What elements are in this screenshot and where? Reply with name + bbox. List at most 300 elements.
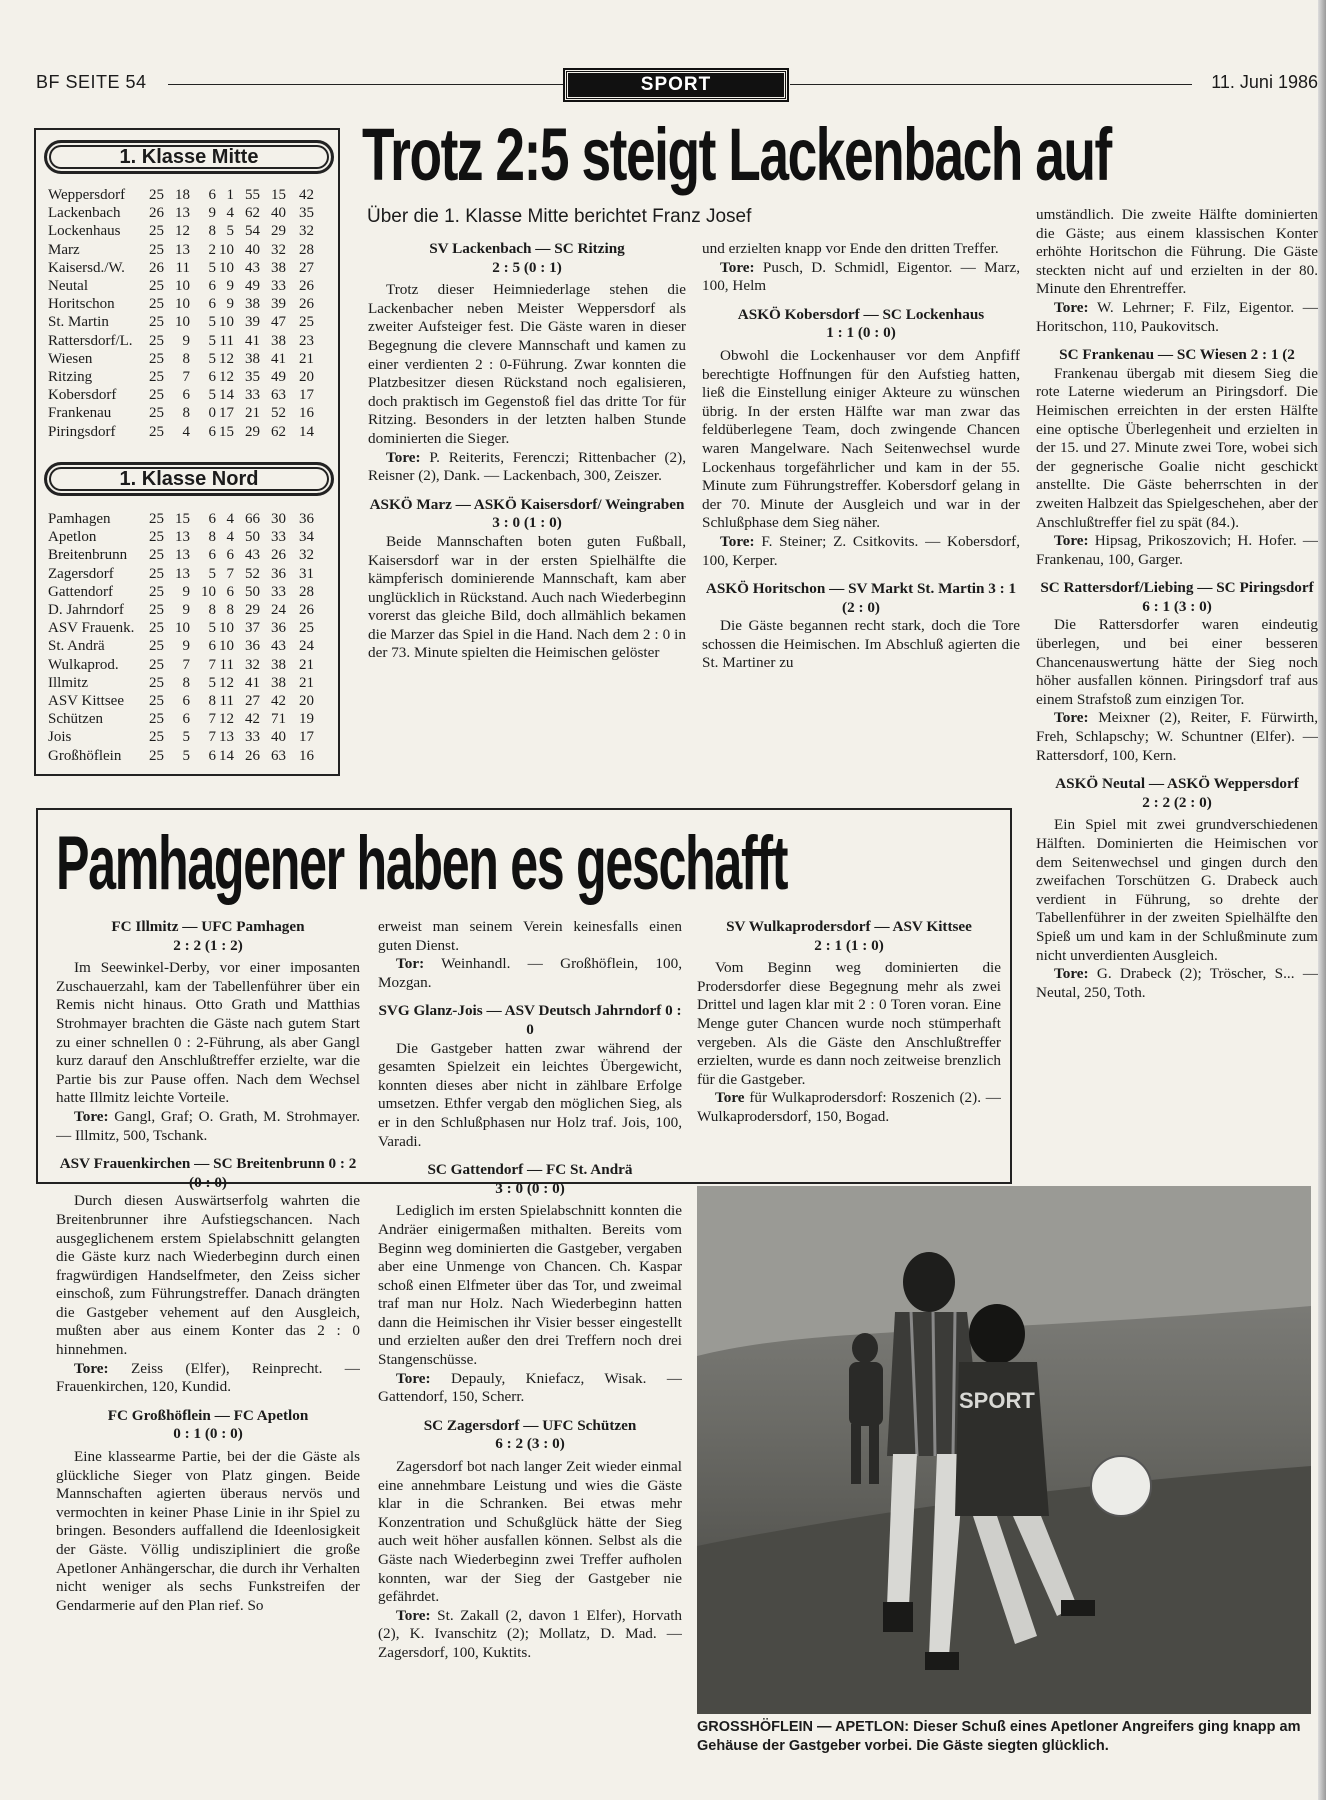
standings-title-mitte: 1. Klasse Mitte [44,140,334,174]
standings-value: 25 [149,638,164,655]
header-rule-left [168,84,564,85]
standings-value: 11 [219,656,234,673]
standings-value: 4 [226,511,234,528]
standings-value: 10 [175,314,190,331]
standings-value: 11 [219,332,234,349]
standings-value: 13 [175,565,190,582]
goal-scorers-text: Depauly, Kniefacz, Wisak. — Gattendorf, 150, Scherr. [378,1369,682,1406]
standings-value: 9 [226,278,234,295]
match-heading: SV Wulkaprodersdorf — ASV Kittsee [726,918,972,935]
standings-value: 17 [299,729,314,746]
standings-value: 15 [219,423,234,440]
standings-value: 25 [149,223,164,240]
standings-value: 10 [201,583,216,600]
standings-value: 6 [208,423,216,440]
standings-value: 40 [245,241,260,258]
team-name: Weppersdorf [48,187,126,204]
standings-value: 28 [299,583,314,600]
standings-value: 49 [245,278,260,295]
goal-scorers-text: G. Drabeck (2); Tröscher, S... — Neutal, 250, Toth. [1036,965,1318,1001]
standings-value: 66 [245,511,260,528]
team-name: Lackenbach [48,205,121,222]
standings-row [48,295,314,313]
goal-scorers [1036,709,1318,765]
standings-value: 41 [245,674,260,691]
shirt-sponsor-text: SPORT [959,1388,1035,1413]
standings-value: 11 [219,692,234,709]
standings-value: 36 [271,620,286,637]
match-heading: SC Rattersdorf/Liebing — SC Piringsdorf 6 : 1 (3 : 0) [1040,579,1314,615]
standings-value: 15 [175,511,190,528]
match-heading: SC Gattendorf — FC St. Andrä [427,1161,633,1179]
standings-value: 9 [182,602,190,619]
goal-scorers-text: F. Steiner; Z. Csitkovits. — Kobersdorf, 100, Kerper. [702,532,1020,569]
article2-column-3 [697,918,1001,1178]
standings-value: 38 [271,656,286,673]
goal-scorers [1036,965,1318,1002]
standings-value: 8 [226,602,234,619]
standings-title-nord: 1. Klasse Nord [44,462,334,496]
standings-value: 10 [219,638,234,655]
standings-value: 27 [299,259,314,276]
standings-value: 10 [175,278,190,295]
standings-value: 5 [182,747,190,764]
standings-value: 6 [226,547,234,564]
standings-value: 25 [149,511,164,528]
team-name: Großhöflein [48,747,122,764]
team-name: Marz [48,241,80,258]
standings-value: 7 [208,711,216,728]
standings-row [48,422,314,440]
match-result: 3 : 0 (0 : 0) [495,1179,565,1197]
standings-value: 7 [182,368,190,385]
team-name: Gattendorf [48,583,113,600]
standings-value: 25 [149,656,164,673]
match-result: 1 : 1 (0 : 0) [826,324,896,342]
standings-value: 42 [245,711,260,728]
standings-value: 25 [149,711,164,728]
standings-row [48,313,314,331]
standings-value: 6 [208,278,216,295]
match-result: 2 : 2 (1 : 2) [173,936,243,954]
standings-value: 25 [149,187,164,204]
standings-value: 10 [219,259,234,276]
standings-value: 25 [149,241,164,258]
standings-value: 8 [182,350,190,367]
standings-value: 52 [271,405,286,422]
goal-scorers [378,1607,682,1663]
standings-table-mitte [48,186,314,441]
headline-lackenbach: Trotz 2:5 steigt Lackenbach auf [362,113,1111,196]
standings-value: 38 [271,674,286,691]
goal-scorers-label: Tore: [1054,532,1089,550]
article1-column-1 [368,240,686,780]
standings-value: 14 [219,747,234,764]
standings-value: 4 [226,529,234,546]
standings-value: 17 [219,405,234,422]
standings-value: 10 [175,296,190,313]
standings-value: 5 [208,332,216,349]
standings-value: 10 [219,241,234,258]
standings-value: 6 [182,387,190,404]
standings-value: 41 [271,350,286,367]
team-name: Kobersdorf [48,387,117,404]
goal-scorers-label: Tore: [1054,298,1089,316]
team-name: Kaisersd./W. [48,259,125,276]
standings-value: 0 [208,405,216,422]
standings-value: 32 [299,547,314,564]
standings-row [48,565,314,583]
standings-value: 36 [271,565,286,582]
standings-value: 5 [226,223,234,240]
team-name: ASV Frauenk. [48,620,135,637]
standings-value: 20 [299,368,314,385]
article-paragraph: und erzielten knapp vor Ende den dritten Treffer. [702,240,999,257]
headline-pamhagen: Pamhagener haben es geschafft [56,821,788,906]
standings-value: 2 [208,241,216,258]
standings-value: 16 [299,747,314,764]
goal-scorers [1036,299,1318,336]
match-result: 2 : 1 (1 : 0) [814,936,884,954]
standings-value: 31 [299,565,314,582]
standings-value: 39 [245,314,260,331]
standings-value: 25 [149,278,164,295]
standings-value: 6 [182,711,190,728]
standings-value: 47 [271,314,286,331]
goal-scorers [378,1370,682,1407]
standings-value: 27 [245,692,260,709]
standings-value: 71 [271,711,286,728]
standings-value: 25 [299,314,314,331]
team-name: Schützen [48,711,103,728]
team-name: Jois [48,729,72,746]
standings-value: 12 [219,711,234,728]
team-name: Wiesen [48,350,93,367]
standings-value: 29 [271,223,286,240]
article-paragraph: Die Rattersdorfer waren eindeutig überlegen, und bei einer besseren Chancenauswertung hätte der Sieg noch höher ausfallen können. Piringsdorf traf aus einem Strafstoß zum einzigen Tor. [1036,616,1318,708]
standings-value: 13 [175,529,190,546]
standings-row [48,332,314,350]
standings-value: 36 [245,638,260,655]
goal-scorers [378,955,682,992]
standings-value: 21 [299,350,314,367]
standings-value: 34 [299,529,314,546]
standings-value: 33 [271,529,286,546]
match-heading: ASKÖ Kobersdorf — SC Lockenhaus [737,305,985,323]
standings-row [48,692,314,710]
standings-value: 25 [149,350,164,367]
goal-scorers-text: P. Reiterits, Ferenczi; Rittenbacher (2), Reisner (2), Dank. — Lackenbach, 300, Zeiszer. [368,448,686,485]
standings-value: 13 [219,729,234,746]
standings-value: 4 [182,423,190,440]
article-paragraph: Durch diesen Auswärtserfolg wahrten die Breitenbrunner ihre Aufstiegschancen. Nach ausgeglichenem erstem Spielabschnitt gelangten die Gäste kurz nach Wiederbeginn durch einen fragwürdigen Handselfmeter, den Zeiss sicher einschoß, zum Führungstreffer. Danach drängten die Gastgeber vehement auf den Ausgleich, mußten aber aus einem Konter das 2 : 0 hinnehmen. [56,1192,360,1359]
team-name: Zagersdorf [48,565,114,582]
standings-value: 5 [208,350,216,367]
standings-value: 37 [245,620,260,637]
standings-value: 5 [182,729,190,746]
standings-value: 35 [299,205,314,222]
article-paragraph: Eine klassearme Partie, bei der die Gäste als glückliche Sieger von Platz gingen. Beide Mannschaften agierten überaus nervös und vermochten in keiner Phase Linie in ihr Spiel zu bringen. Besonders auffallend die Ideenlosigkeit der Gäste. Völlig undiszipliniert die große Apetloner Anhängerschar, die durch ihr Verhalten nicht weniger als sechs Funkstreifen der Gendarmerie auf den Plan rief. So [56,1448,360,1614]
standings-value: 6 [182,692,190,709]
goal-scorers-text: Pusch, D. Schmidl, Eigentor. — Marz, 100, Helm [702,258,1020,295]
goal-scorers-text: Gangl, Graf; O. Grath, M. Strohmayer. — Illmitz, 500, Tschank. [56,1107,360,1144]
article-paragraph: Obwohl die Lockenhauser vor dem Anpfiff berechtigte Hoffnungen für den Aufstieg hatten, ließ die Einstellung einiger Akteure zu wünschen übrig. In der ersten Hälfte war man zwar das feldüberlegene Team, doch zwingende Chancen waren Mangelware. Nach Seitenwechsel wurde Lockenhaus torgefährlicher und kam in der 55. Minute zum Führungstreffer. Kobersdorf gelang in der 70. Minute der Ausgleich und war in der Schlußphase dem Sieg näher. [702,346,1020,532]
match-result: 6 : 2 (3 : 0) [495,1435,565,1453]
page-number: BF SEITE 54 [36,72,147,92]
standings-value: 33 [271,583,286,600]
standings-value: 8 [208,223,216,240]
article-paragraph: Zagersdorf bot nach langer Zeit wieder einmal eine annehmbare Leistung und wies die Gäste klar in die Schranken. Bei etwas mehr Konzentration und Schußglück hätte der Sieg auch weit höher ausfallen können. Selbst als die Gäste nach Wiederbeginn zwei Treffer aufholen konnten, war der Sieg der Gastgeber nie gefährdet. [378,1458,682,1606]
standings-value: 15 [271,187,286,204]
football-scene-image [697,1186,1311,1714]
standings-value: 5 [208,259,216,276]
standings-value: 4 [226,205,234,222]
standings-value: 38 [271,332,286,349]
match-heading: ASKÖ Neutal — ASKÖ Weppersdorf [1055,775,1299,793]
standings-value: 63 [271,747,286,764]
standings-value: 26 [245,747,260,764]
standings-value: 14 [299,423,314,440]
standings-value: 33 [245,729,260,746]
standings-value: 18 [175,187,190,204]
standings-value: 28 [299,241,314,258]
goal-scorers-label: Tore: [720,532,755,550]
goal-scorers-label: Tore: [720,258,755,276]
issue-date: 11. Juni 1986 [1211,72,1318,92]
standings-value: 42 [299,187,314,204]
standings-row [48,510,314,528]
standings-row [48,350,314,368]
article-paragraph: Trotz dieser Heimniederlage stehen die Lackenbacher neben Meister Weppersdorf als zweiter Aufsteiger fest. Die Gäste waren in dieser Begegnung die clevere Mannschaft und kamen zu einer verdienten 2 : 0-Führung. Zwar konnten die Platzbesitzer diesen Rückstand noch egalisieren, doch praktisch im Gegenstoß fiel das dritte Tor für Ritzing. Besonders in der letzten halben Stunde dominierten die Sieger. [368,281,686,447]
standings-value: 11 [175,259,190,276]
standings-row [48,204,314,222]
standings-value: 7 [182,656,190,673]
standings-value: 43 [271,638,286,655]
standings-value: 13 [175,241,190,258]
goal-scorers [702,533,1020,570]
standings-row [48,404,314,422]
standings-value: 40 [271,729,286,746]
match-heading: ASV Frauenkirchen — SC Breitenbrunn 0 : 2 (0 : 0) [59,1155,357,1191]
standings-value: 7 [226,565,234,582]
article2-column-1 [56,918,360,1754]
match-heading: SC Frankenau — SC Wiesen 2 : 1 (2 [1059,346,1295,364]
match-heading: FC Illmitz — UFC Pamhagen [111,918,305,935]
standings-value: 38 [271,259,286,276]
standings-value: 5 [208,565,216,582]
standings-value: 25 [149,296,164,313]
article-paragraph: Im Seewinkel-Derby, vor einer imposanten Zuschauerzahl, kam der Tabellenführer über ein Remis nicht hinaus. Otto Grath und Matthias Strohmayer brachten die Gäste nach gutem Start zu einer schnellen 0 : 2-Führung, als aber Gangl kurz darauf den Anschlußtreffer erzielte, war die Partie bis zur Pause offen. Nach dem Wechsel hatte Illmitz leichte Vorteile. [56,959,360,1107]
match-heading: FC Großhöflein — FC Apetlon [107,1406,309,1424]
standings-value: 9 [226,296,234,313]
standings-row [48,656,314,674]
standings-row [48,222,314,240]
standings-value: 25 [149,314,164,331]
standings-value: 20 [299,692,314,709]
goal-scorers [56,1360,360,1397]
match-result: 2 : 2 (2 : 0) [1142,793,1212,811]
team-name: Neutal [48,278,88,295]
standings-value: 8 [182,674,190,691]
match-result: 0 : 1 (0 : 0) [173,1425,243,1443]
goal-scorers-label: Tore [715,1089,745,1107]
team-name: Illmitz [48,674,88,691]
standings-row [48,259,314,277]
standings-value: 36 [299,511,314,528]
match-result: 2 : 5 (0 : 1) [492,258,562,276]
ressort-label: SPORT [565,70,787,100]
team-name: D. Jahrndorf [48,602,124,619]
standings-value: 7 [208,656,216,673]
standings-value: 43 [245,259,260,276]
standings-value: 6 [208,511,216,528]
standings-value: 8 [208,529,216,546]
standings-value: 21 [299,656,314,673]
article-paragraph: umständlich. Die zweite Hälfte dominierten die Gäste; aus einem klassischen Konter erhöhte Horitschon die Führung. Die Gäste steckten nicht auf und erzielten in der 80. Minute den Ehrentreffer. [1036,206,1318,298]
standings-value: 30 [271,511,286,528]
standings-value: 19 [299,711,314,728]
standings-value: 26 [271,547,286,564]
standings-value: 13 [175,205,190,222]
article-paragraph: Lediglich im ersten Spielabschnitt konnten die Andräer einigermaßen mithalten. Bereits vom Beginn weg dominierten die Gastgeber, vergaben aber eine Unmenge von Chancen. Ch. Kaspar schoß einen Elfmeter über das Tor, und zweimal traf man nur Holz. Nach Wiederbeginn hatten dann die Heimischen ihr Visier besser eingestellt und erzielten außer den drei Treffern noch drei Stangenschüsse. [378,1202,682,1369]
team-name: St. Martin [48,314,109,331]
standings-value: 8 [208,602,216,619]
standings-value: 6 [226,583,234,600]
article2-column-2 [378,918,682,1754]
standings-value: 6 [208,296,216,313]
standings-value: 26 [299,602,314,619]
standings-value: 8 [182,405,190,422]
standings-value: 25 [149,423,164,440]
standings-value: 12 [219,674,234,691]
standings-value: 21 [299,674,314,691]
goal-scorers-label: Tore: [396,1606,431,1624]
standings-value: 10 [219,620,234,637]
page-edge [1318,0,1326,1800]
standings-value: 38 [245,350,260,367]
standings-value: 25 [149,387,164,404]
standings-value: 16 [299,405,314,422]
standings-row [48,368,314,386]
team-name: Piringsdorf [48,423,116,440]
standings-value: 5 [208,620,216,637]
team-name: Rattersdorf/L. [48,332,133,349]
standings-value: 6 [208,368,216,385]
team-name: Ritzing [48,368,93,385]
goal-scorers [697,1089,1001,1126]
goal-scorers-text: Zeiss (Elfer), Reinprecht. — Frauenkirchen, 120, Kundid. [56,1359,360,1396]
standings-value: 43 [245,547,260,564]
standings-value: 17 [299,387,314,404]
standings-value: 38 [245,296,260,313]
match-heading: SV Lackenbach — SC Ritzing [429,240,625,257]
standings-value: 6 [208,547,216,564]
standings-value: 32 [271,241,286,258]
standings-row [48,619,314,637]
standings-value: 25 [149,692,164,709]
standings-value: 13 [175,547,190,564]
standings-value: 32 [245,656,260,673]
goal-scorers [368,449,686,486]
standings-value: 9 [208,205,216,222]
goal-scorers [1036,532,1318,569]
goal-scorers [56,1108,360,1145]
standings-value: 52 [245,565,260,582]
standings-row [48,601,314,619]
standings-value: 26 [149,259,164,276]
standings-row [48,637,314,655]
football [1091,1456,1151,1516]
standings-value: 6 [208,638,216,655]
standings-row [48,277,314,295]
standings-value: 12 [175,223,190,240]
standings-value: 5 [208,674,216,691]
standings-value: 21 [245,405,260,422]
standings-value: 40 [271,205,286,222]
standings-value: 49 [271,368,286,385]
article-paragraph: Ein Spiel mit zwei grundverschiedenen Hälften. Dominierten die Heimischen vor dem Seitenwechsel und gingen durch den zweifachen Torschützen G. Drabeck auch verdient in Führung, so drehte der Tabellenführer in der zweiten Spielhälfte den Spieß um und kam in der Schlußminute zum nicht unverdienten Ausgleich. [1036,816,1318,964]
standings-value: 25 [149,729,164,746]
article-paragraph: Frankenau übergab mit diesem Sieg die rote Laterne wiederum an Piringsdorf. Die Heimischen erreichten in der ersten Hälfte eine optische Überlegenheit und erzielten in der 15. und 27. Minute zwei Tore, wobei sich der gegnerische Goalie nicht geschickt anstellte. Die Gäste beherrschten in der zweiten Halbzeit das Spielgeschehen, aber der Anschlußtreffer fiel zu spät (84.). [1036,364,1318,531]
standings-value: 5 [208,314,216,331]
match-heading: ASKÖ Horitschon — SV Markt St. Martin 3 : 1 (2 : 0) [705,580,1017,616]
article-paragraph: Die Gastgeber hatten zwar während der gesamten Spielzeit ein leichtes Übergewicht, konnten dieses aber nicht in zählbare Erfolge umsetzen. Ethfer vergab den möglichen Sieg, als er in den Schlußphasen nur Holz traf. Jois, 100, Varadi. [378,1039,682,1150]
standings-value: 25 [149,547,164,564]
standings-value: 9 [182,332,190,349]
standings-value: 63 [271,387,286,404]
standings-value: 24 [271,602,286,619]
standings-value: 32 [299,223,314,240]
goal-scorers-label: Tore: [386,448,421,466]
team-name: Breitenbrunn [48,547,128,564]
goal-scorers-label: Tore: [1054,965,1089,983]
goal-scorers-label: Tore: [74,1107,109,1125]
article-paragraph: Vom Beginn weg dominierten die Prodersdorfer diese Begegnung mehr als zwei Drittel und lagen klar mit 2 : 0 Toren voran. Eine Menge guter Chancen wurde noch stümperhaft vergeben. Als die Gäste den Anschlußtreffer erzielten, wurde es dann noch zeitweise brenzlich für die Gastgeber. [697,959,1001,1088]
standings-value: 1 [226,187,234,204]
standings-value: 25 [149,405,164,422]
standings-value: 9 [182,638,190,655]
goal-scorers-text: für Wulkaprodersdorf: Roszenich (2). — Wulkaprodersdorf, 150, Bogad. [697,1089,1001,1125]
team-name: Wulkaprod. [48,656,119,673]
standings-row [48,186,314,204]
team-name: St. Andrä [48,638,105,655]
standings-table-nord [48,510,314,765]
standings-row [48,583,314,601]
byline: Über die 1. Klasse Mitte berichtet Franz Josef [367,206,752,227]
standings-row [48,241,314,259]
standings-value: 10 [175,620,190,637]
standings-value: 25 [149,529,164,546]
standings-value: 33 [271,278,286,295]
standings-value: 25 [149,602,164,619]
article-paragraph: Die Gäste begannen recht stark, doch die Tore schossen die Heimischen. Im Abschluß agierten die St. Martiner zu [702,617,1020,672]
article1-column-3 [1036,206,1318,1166]
standings-value: 42 [271,692,286,709]
match-photo [697,1186,1311,1714]
standings-value: 54 [245,223,260,240]
standings-value: 35 [245,368,260,385]
goal-scorers-text: Meixner (2), Reiter, F. Fürwirth, Freh, Schlapschy; W. Schuntner (Elfer). — Rattersdorf, 100, Kern. [1036,709,1318,764]
standings-value: 5 [208,387,216,404]
standings-row [48,746,314,764]
goal-scorers-text: Weinhandl. — Großhöflein, 100, Mozgan. [378,955,682,991]
standings-value: 26 [299,278,314,295]
goal-scorers-text: W. Lehrner; F. Filz, Eigentor. — Horitschon, 110, Paukovitsch. [1036,298,1318,335]
goal-scorers-text: Hipsag, Prikoszovich; H. Hofer. — Frankenau, 100, Garger. [1036,532,1318,568]
team-name: Lockenhaus [48,223,121,240]
standings-box [34,128,340,776]
standings-value: 25 [149,747,164,764]
